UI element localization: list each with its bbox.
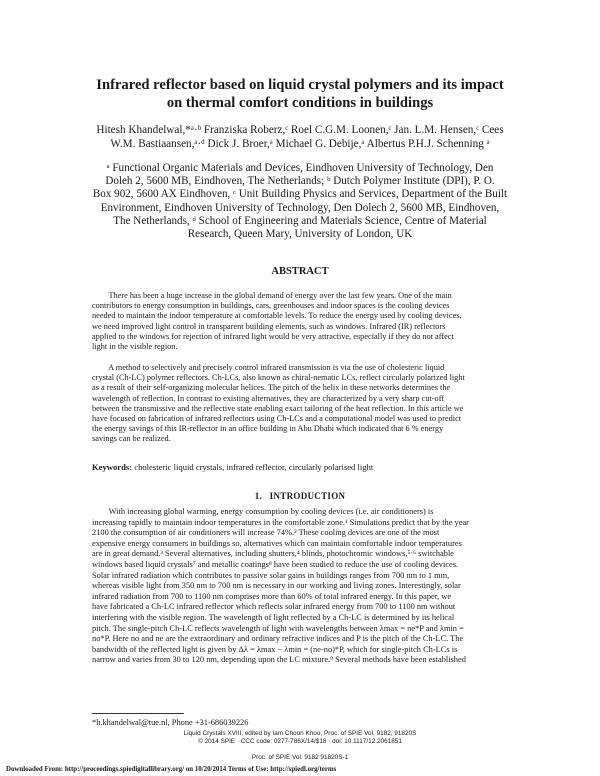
- text-line: increasing rapidly to maintain indoor temperatures in the comfortable zone.¹ Simulations predict that by the year: [92, 517, 469, 527]
- authors-line-2: W.M. Bastiaansen,ᵃ·ᵈ Dick J. Broer,ᵃ Michael G. Debije,ᵃ Albertus P.H.J. Schenning ᵃ: [110, 138, 490, 150]
- text-line: wavelength of reflection. In contrast to existing alternatives, they are characterized by a very sharp cut-off: [92, 393, 445, 403]
- abstract-paragraph-1: [92, 291, 508, 352]
- text-line: savings can be realized.: [92, 434, 171, 444]
- affiliation-line: ᵃ Functional Organic Materials and Devices, Eindhoven University of Technology, Den: [106, 162, 494, 174]
- abstract-heading: ABSTRACT: [271, 266, 329, 277]
- text-line: bandwidth of the reflected light is given by Δλ = λmax − λmin = (ne-no)*P, which for single-pitch Ch-LCs is: [92, 644, 458, 654]
- corresponding-author-footnote: *h.khandelwal@tue.nl, Phone +31-686039226: [92, 718, 249, 727]
- text-line: as a result of their self-organizing molecular helices. The pitch of the helix in these networks determines the: [92, 383, 451, 393]
- text-line: There has been a huge increase in the global demand of energy over the last few years. One of the main: [92, 291, 452, 300]
- text-line: crystal (Ch-LC) polymer reflectors. Ch-LCs, also known as chiral-nematic LCs, reflect circularly polarized light: [92, 373, 465, 383]
- affiliation-line: Environment, Eindhoven University of Technology, Den Dolech 2, 5600 MB, Eindhoven,: [100, 201, 500, 214]
- text-line: interfering with the visible region. The wavelength of light reflected by a Ch-LC is determined by its helical: [92, 612, 455, 622]
- text-line: infrared radiation from 700 to 1100 nm comprises more than 60% of total infrared energy. In this paper, we: [92, 591, 452, 601]
- keywords-text: cholesteric liquid crystals, infrared reflector, circularly polarised light: [132, 462, 374, 472]
- text-line: contributors to energy consumption in buildings, cars, greenhouses and indoor spaces is the cooling devices: [92, 301, 450, 311]
- affiliation-line: The Netherlands, ᵈ School of Engineering and Materials Science, Centre of Material: [113, 214, 487, 227]
- title-line-1: Infrared reflector based on liquid crystal polymers and its impact: [96, 77, 504, 93]
- text-line: windows based liquid crystals⁷ and metallic coatings⁸ have been studied to reduce the use of cooling devices.: [92, 559, 459, 569]
- text-line: pitch. The single-pitch Ch-LC reflects wavelength of light with wavelengths between λmax = ne*P and λmin =: [92, 623, 464, 633]
- author-list: [80, 123, 520, 151]
- publication-info: [0, 730, 600, 746]
- text-line: whereas visible light from 350 nm to 700 nm is necessary in our working and living zones. Interestingly, solar: [92, 581, 461, 591]
- text-line: we need improved light control in transparent building elements, such as windows. Infrared (IR) reflectors: [92, 321, 446, 331]
- text-line: applied to the windows for rejection of infrared light would be very attractive, especially if they do not affect: [92, 331, 454, 341]
- text-line: have fabricated a Ch-LC infrared reflector which reflects solar infrared energy from 700 to 1100 nm without: [92, 602, 456, 612]
- footnote-divider: [92, 713, 184, 714]
- introduction-heading: 1. INTRODUCTION: [254, 491, 346, 501]
- affiliation-line: Box 902, 5600 AX Eindhoven, ᶜ Unit Building Physics and Services, Department of the Built: [92, 188, 508, 201]
- page-number: Proc. of SPIE Vol. 9182 91820S-1: [251, 754, 349, 761]
- affiliation-line: Research, Queen Mary, University of London, UK: [187, 228, 413, 241]
- text-line: narrow and varies from 30 to 120 nm, depending upon the LC mixture.⁹ Several methods have been established: [92, 655, 466, 665]
- paper-title: [60, 76, 540, 112]
- text-line: Solar infrared radiation which contributes to passive solar gains in buildings ranges from 700 nm to 1 mm,: [92, 570, 450, 580]
- text-line: A method to selectively and precisely control infrared transmission is via the use of cholesteric liquid: [92, 363, 445, 372]
- publication-line: Liquid Crystals XVIII, edited by Iam Choon Khoo, Proc. of SPIE Vol. 9182, 91820S: [183, 730, 417, 737]
- text-line: the energy savings of this IR-reflector in an office building in Abu Dhabi which indicated that 6 % energy: [92, 424, 444, 434]
- text-line: light in the visible region.: [92, 342, 178, 352]
- download-notice: Downloaded From: http://proceedings.spiedigitallibrary.org/ on 10/20/2014 Terms of Use: http://spiedl.org/terms: [6, 766, 337, 773]
- text-line: are in great demand.³ Several alternatives, including shutters,⁴ blinds, photochromic windows,⁵·⁶ switchable: [92, 549, 454, 559]
- introduction-body: [92, 507, 508, 666]
- affiliation-line: Doleh 2, 5600 MB, Eindhoven, The Netherlands; ᵇ Dutch Polymer Institute (DPI), P. O.: [105, 175, 495, 188]
- text-line: needed to maintain the indoor temperature at comfortable levels. To reduce the energy used by cooling devices,: [92, 311, 462, 321]
- title-line-2: on thermal comfort conditions in buildings: [166, 95, 434, 111]
- publication-line: © 2014 SPIE · CCC code: 0277-786X/14/$18 · doi: 10.1117/12.2061851: [198, 737, 402, 745]
- authors-line-1: Hitesh Khandelwal,*ᵃ·ᵇ Franziska Roberz,ᶜ Roel C.G.M. Loonen,ᶜ Jan. L.M. Hensen,ᶜ Cees: [96, 124, 504, 136]
- text-line: have focused on fabrication of infrared reflectors using Ch-LCs and a computational model was used to predict: [92, 414, 462, 424]
- text-line: With increasing global warming, energy consumption by cooling devices (i.e. air conditioners) is: [92, 507, 434, 516]
- abstract-paragraph-2: [92, 363, 508, 445]
- text-line: between the transmissive and the reflective state enabling exact tailoring of the heat reflection. In this article we: [92, 403, 464, 413]
- text-line: no*P. Here no and ne are the extraordinary and ordinary refractive indices and P is the pitch of the Ch-LC. The: [92, 634, 464, 644]
- affiliations: [82, 162, 518, 241]
- keywords-label: Keywords:: [92, 462, 133, 472]
- keywords: [92, 462, 508, 472]
- text-line: expensive energy consumers in buildings so, alternatives which can maintain comfortable indoor temperatures: [92, 538, 462, 548]
- text-line: 2100 the consumption of air conditioners will increase 74%.² These cooling devices are one of the most: [92, 528, 440, 538]
